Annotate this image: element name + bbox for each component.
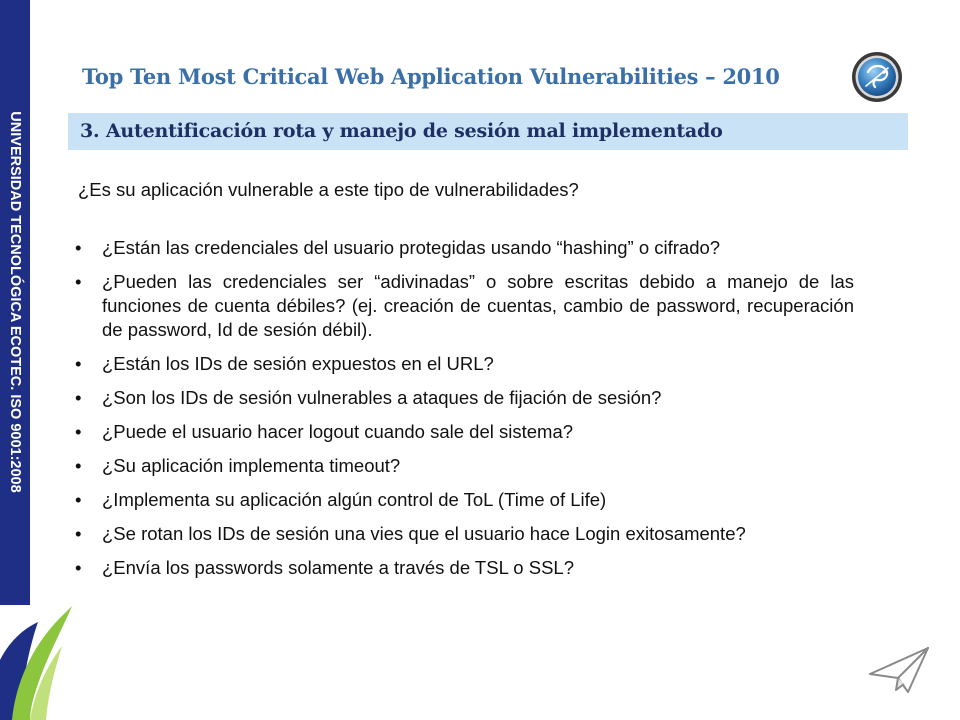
bullet-marker: • (75, 557, 82, 578)
bullet-text: ¿Están las credenciales del usuario protegidas usando “hashing” o cifrado? (102, 237, 721, 258)
bullet-item (74, 352, 854, 376)
bullet-marker: • (75, 237, 82, 258)
bullet-item (74, 556, 854, 580)
bullet-item (74, 488, 854, 512)
slide-title: Top Ten Most Critical Web Application Vulnerabilities – 2010 (82, 64, 780, 89)
bullet-text: ¿Pueden las credenciales ser “adivinadas” o sobre escritas debido a manejo de las funciones de cuenta débiles? (ej. creación de cuentas, cambio de password, recuperación de password, Id de sesión débil). (102, 271, 854, 340)
bullet-list (74, 236, 854, 590)
sidebar (0, 0, 30, 605)
bullet-item (74, 270, 854, 342)
bullet-text: ¿Se rotan los IDs de sesión una vies que el usuario hace Login exitosamente? (102, 523, 746, 544)
bullet-marker: • (75, 455, 82, 476)
bullet-marker: • (75, 387, 82, 408)
bullet-item (74, 420, 854, 444)
intro-question: ¿Es su aplicación vulnerable a este tipo de vulnerabilidades? (78, 179, 579, 200)
bullet-marker: • (75, 489, 82, 510)
bullet-item (74, 236, 854, 260)
sidebar-university-text: UNIVERSIDAD TECNOLÓGICA ECOTEC. ISO 9001:2008 (7, 111, 23, 493)
bullet-marker: • (75, 271, 82, 292)
bullet-text: ¿Su aplicación implementa timeout? (102, 455, 401, 476)
bullet-item (74, 522, 854, 546)
bullet-marker: • (75, 523, 82, 544)
bullet-text: ¿Envía los passwords solamente a través de TSL o SSL? (102, 557, 574, 578)
paper-plane-icon[interactable] (868, 644, 930, 696)
bullet-text: ¿Puede el usuario hacer logout cuando sale del sistema? (102, 421, 574, 442)
bullet-marker: • (75, 353, 82, 374)
bullet-item (74, 386, 854, 410)
bullet-text: ¿Están los IDs de sesión expuestos en el URL? (102, 353, 494, 374)
ecotec-leaf-logo-icon (0, 600, 72, 720)
owasp-logo-icon (850, 50, 904, 104)
bullet-item (74, 454, 854, 478)
bullet-text: ¿Implementa su aplicación algún control de ToL (Time of Life) (102, 489, 607, 510)
section-heading-bar: 3. Autentificación rota y manejo de sesión mal implementado (68, 113, 908, 150)
bullet-text: ¿Son los IDs de sesión vulnerables a ataques de fijación de sesión? (102, 387, 662, 408)
bullet-marker: • (75, 421, 82, 442)
